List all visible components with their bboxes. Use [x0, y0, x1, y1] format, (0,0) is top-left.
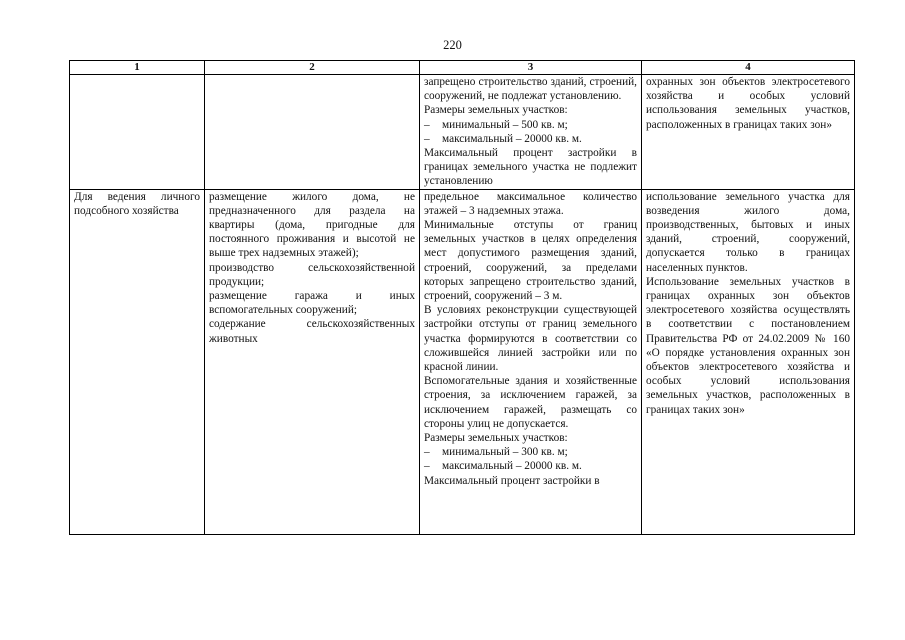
row2-col3-para: Вспомогательные здания и хозяйственные строения, за исключением гаражей, за исключением гаражей, размещать со стороны улиц не допускается.	[424, 375, 637, 430]
permitted-use-item: размещение гаража и иных вспомогательных сооружений;	[209, 290, 415, 317]
land-use-type: Для ведения личного подсобного хозяйства	[70, 189, 205, 534]
permitted-use-item: размещение жилого дома, не предназначенного для раздела на квартиры (дома, пригодные для постоянного проживания и высотой не выше трех надземных этажей);	[209, 190, 415, 260]
regulation-table	[69, 60, 855, 535]
row2-col4	[642, 189, 855, 534]
row2-col3-para: предельное максимальное количество этажей – 3 надземных этажа.	[424, 190, 637, 217]
table-row	[70, 75, 855, 190]
row1-col4: охранных зон объектов электросетевого хозяйства и особых условий использования земельных участков, расположенных в границах таких зон»	[642, 75, 855, 190]
page-number: 220	[443, 38, 462, 52]
list-item: – минимальный – 500 кв. м;	[424, 118, 637, 132]
list-item: – максимальный – 20000 кв. м.	[424, 459, 637, 473]
row1-col3-para: Размеры земельных участков:	[424, 104, 568, 117]
list-item: – минимальный – 300 кв. м;	[424, 445, 637, 459]
row1-col3-para: Максимальный процент застройки в границах земельного участка не подлежит установлению	[424, 147, 637, 188]
row2-col3-para: В условиях реконструкции существующей застройки отступы от границ земельного участка формируются в соответствии со сложившейся линией застройки или по красной линии.	[424, 304, 637, 374]
column-header-4: 4	[642, 61, 855, 75]
restriction-para: Использование земельных участков в границах охранных зон объектов электросетевого хозяйства осуществлять в соответствии с постановлением Правительства РФ от 24.02.2009 № 160 «О порядке установления охранных зон объектов электросетевого хозяйства и особых условий использования земельных участков, расположенных в границах таких зон»	[646, 275, 850, 416]
column-header-3: 3	[420, 61, 642, 75]
list-item: – максимальный – 20000 кв. м.	[424, 132, 637, 146]
row2-col3-para: Размеры земельных участков:	[424, 432, 568, 445]
restriction-para: использование земельного участка для возведения жилого дома, производственных, бытовых и иных зданий, строений, сооружений, допускается только в границах населенных пунктов.	[646, 190, 850, 274]
row1-col1	[70, 75, 205, 190]
row1-col3-para: запрещено строительство зданий, строений, сооружений, не подлежат установлению.	[424, 76, 637, 103]
row2-col3-para: Максимальный процент застройки в	[424, 474, 600, 487]
table-row	[70, 189, 855, 534]
row2-col3-para: Минимальные отступы от границ земельных участков в целях определения мест допустимого размещения зданий, строений, сооружений, за пределами которых запрещено строительство зданий, строений, сооружений – 3 м.	[424, 219, 637, 303]
column-header-1: 1	[70, 61, 205, 75]
row2-col3	[420, 189, 642, 534]
permitted-use-item: содержание сельскохозяйственных животных	[209, 318, 415, 345]
permitted-use-item: производство сельскохозяйственной продукции;	[209, 261, 415, 288]
row2-col2	[205, 189, 420, 534]
column-header-2: 2	[205, 61, 420, 75]
header-row	[70, 61, 855, 75]
row1-col2	[205, 75, 420, 190]
row1-col3	[420, 75, 642, 190]
